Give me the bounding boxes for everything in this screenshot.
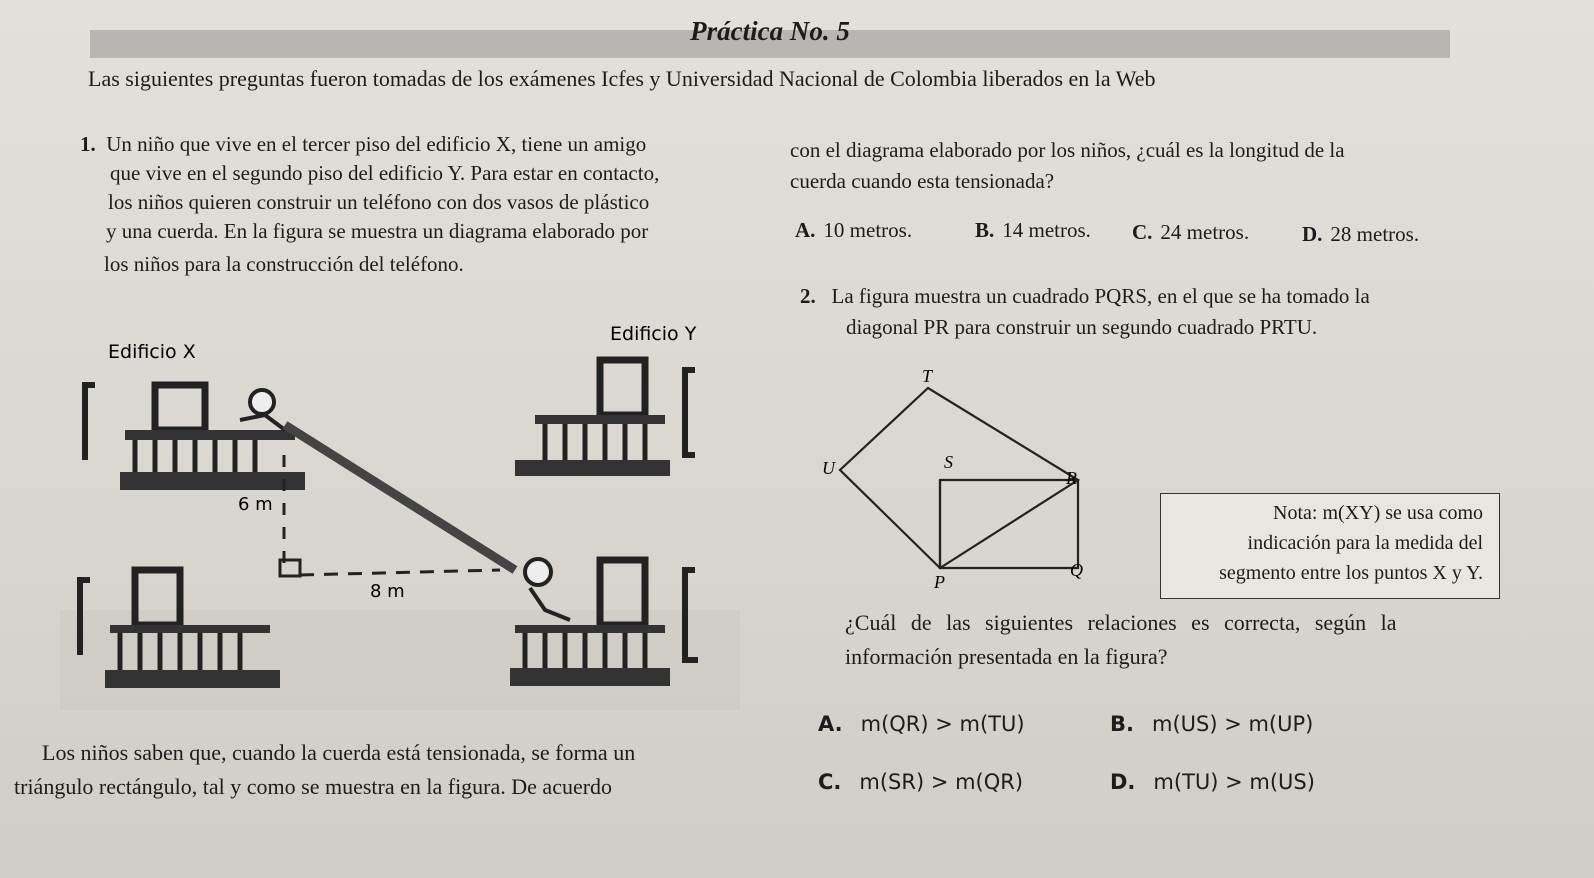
q1-after-line-1: Los niños saben que, cuando la cuerda está tensionada, se forma un: [42, 740, 636, 765]
note-line-3: segmento entre los puntos X y Y.: [1219, 562, 1483, 584]
label-q: Q: [1070, 560, 1083, 580]
q1-after-line-2: triángulo rectángulo, tal y como se muestra en la figura. De acuerdo: [14, 774, 613, 799]
label-u: U: [822, 458, 835, 478]
building-x-label: Edificio X: [108, 341, 196, 363]
q1-line-1: Un niño que vive en el tercer piso del edificio X, tiene un amigo: [106, 132, 647, 156]
q2-line-2: diagonal PR para construir un segundo cuadrado PRTU.: [846, 315, 1318, 339]
q2-question: [845, 606, 1397, 674]
square-diagram: [810, 370, 1110, 600]
q2-option-c[interactable]: C. m(SR) > m(QR): [818, 770, 1024, 794]
q1-continued-text: [790, 136, 1345, 196]
q2-question-line-2: información presentada en la figura?: [845, 644, 1168, 669]
label-r: R: [1066, 468, 1077, 488]
page-title: Práctica No. 5: [690, 16, 850, 46]
q2-number: 2.: [800, 284, 816, 308]
distance-label: 8 m: [370, 581, 405, 602]
note-line-1: Nota: m(XY) se usa como: [1273, 502, 1483, 524]
label-s: S: [944, 452, 953, 472]
label-p: P: [934, 572, 945, 592]
q2-option-d[interactable]: D. m(TU) > m(US): [1110, 770, 1315, 794]
q1-cont-line-2: cuerda cuando esta tensionada?: [790, 169, 1055, 193]
note-box: [1160, 493, 1500, 599]
q1-line-5: los niños para la construcción del teléfono.: [104, 252, 464, 276]
q1-after-text: [14, 736, 635, 804]
q2-line-1: La figura muestra un cuadrado PQRS, en el que se ha tomado la: [831, 284, 1370, 308]
q2-text: [800, 282, 1370, 342]
square-prtu: [840, 388, 1078, 568]
q1-line-4: y una cuerda. En la figura se muestra un diagrama elaborado por: [106, 219, 649, 243]
q1-option-c[interactable]: C. 24 metros.: [1132, 220, 1250, 244]
q1-line-2: que vive en el segundo piso del edificio Y. Para estar en contacto,: [110, 161, 660, 185]
intro-text: Las siguientes preguntas fueron tomadas de los exámenes Icfes y Universidad Nacional de Colombia liberados en la Web: [88, 66, 1156, 91]
phone-diagram: [40, 310, 740, 720]
q1-text: [80, 130, 659, 279]
q1-option-d[interactable]: D. 28 metros.: [1302, 222, 1420, 246]
q1-option-b[interactable]: B. 14 metros.: [975, 218, 1091, 242]
height-label: 6 m: [238, 494, 273, 515]
q1-number: 1.: [80, 132, 96, 156]
q2-question-line-1: ¿Cuál de las siguientes relaciones es correcta, según la: [845, 610, 1397, 635]
q1-option-a[interactable]: A. 10 metros.: [795, 218, 913, 242]
q2-option-b[interactable]: B. m(US) > m(UP): [1110, 712, 1314, 736]
q1-line-3: los niños quieren construir un teléfono con dos vasos de plástico: [108, 190, 650, 214]
label-t: T: [922, 370, 933, 386]
building-y-label: Edificio Y: [610, 323, 697, 345]
note-line-2: indicación para la medida del: [1247, 532, 1483, 554]
q2-option-a[interactable]: A. m(QR) > m(TU): [818, 712, 1025, 736]
q1-cont-line-1: con el diagrama elaborado por los niños, ¿cuál es la longitud de la: [790, 138, 1345, 162]
